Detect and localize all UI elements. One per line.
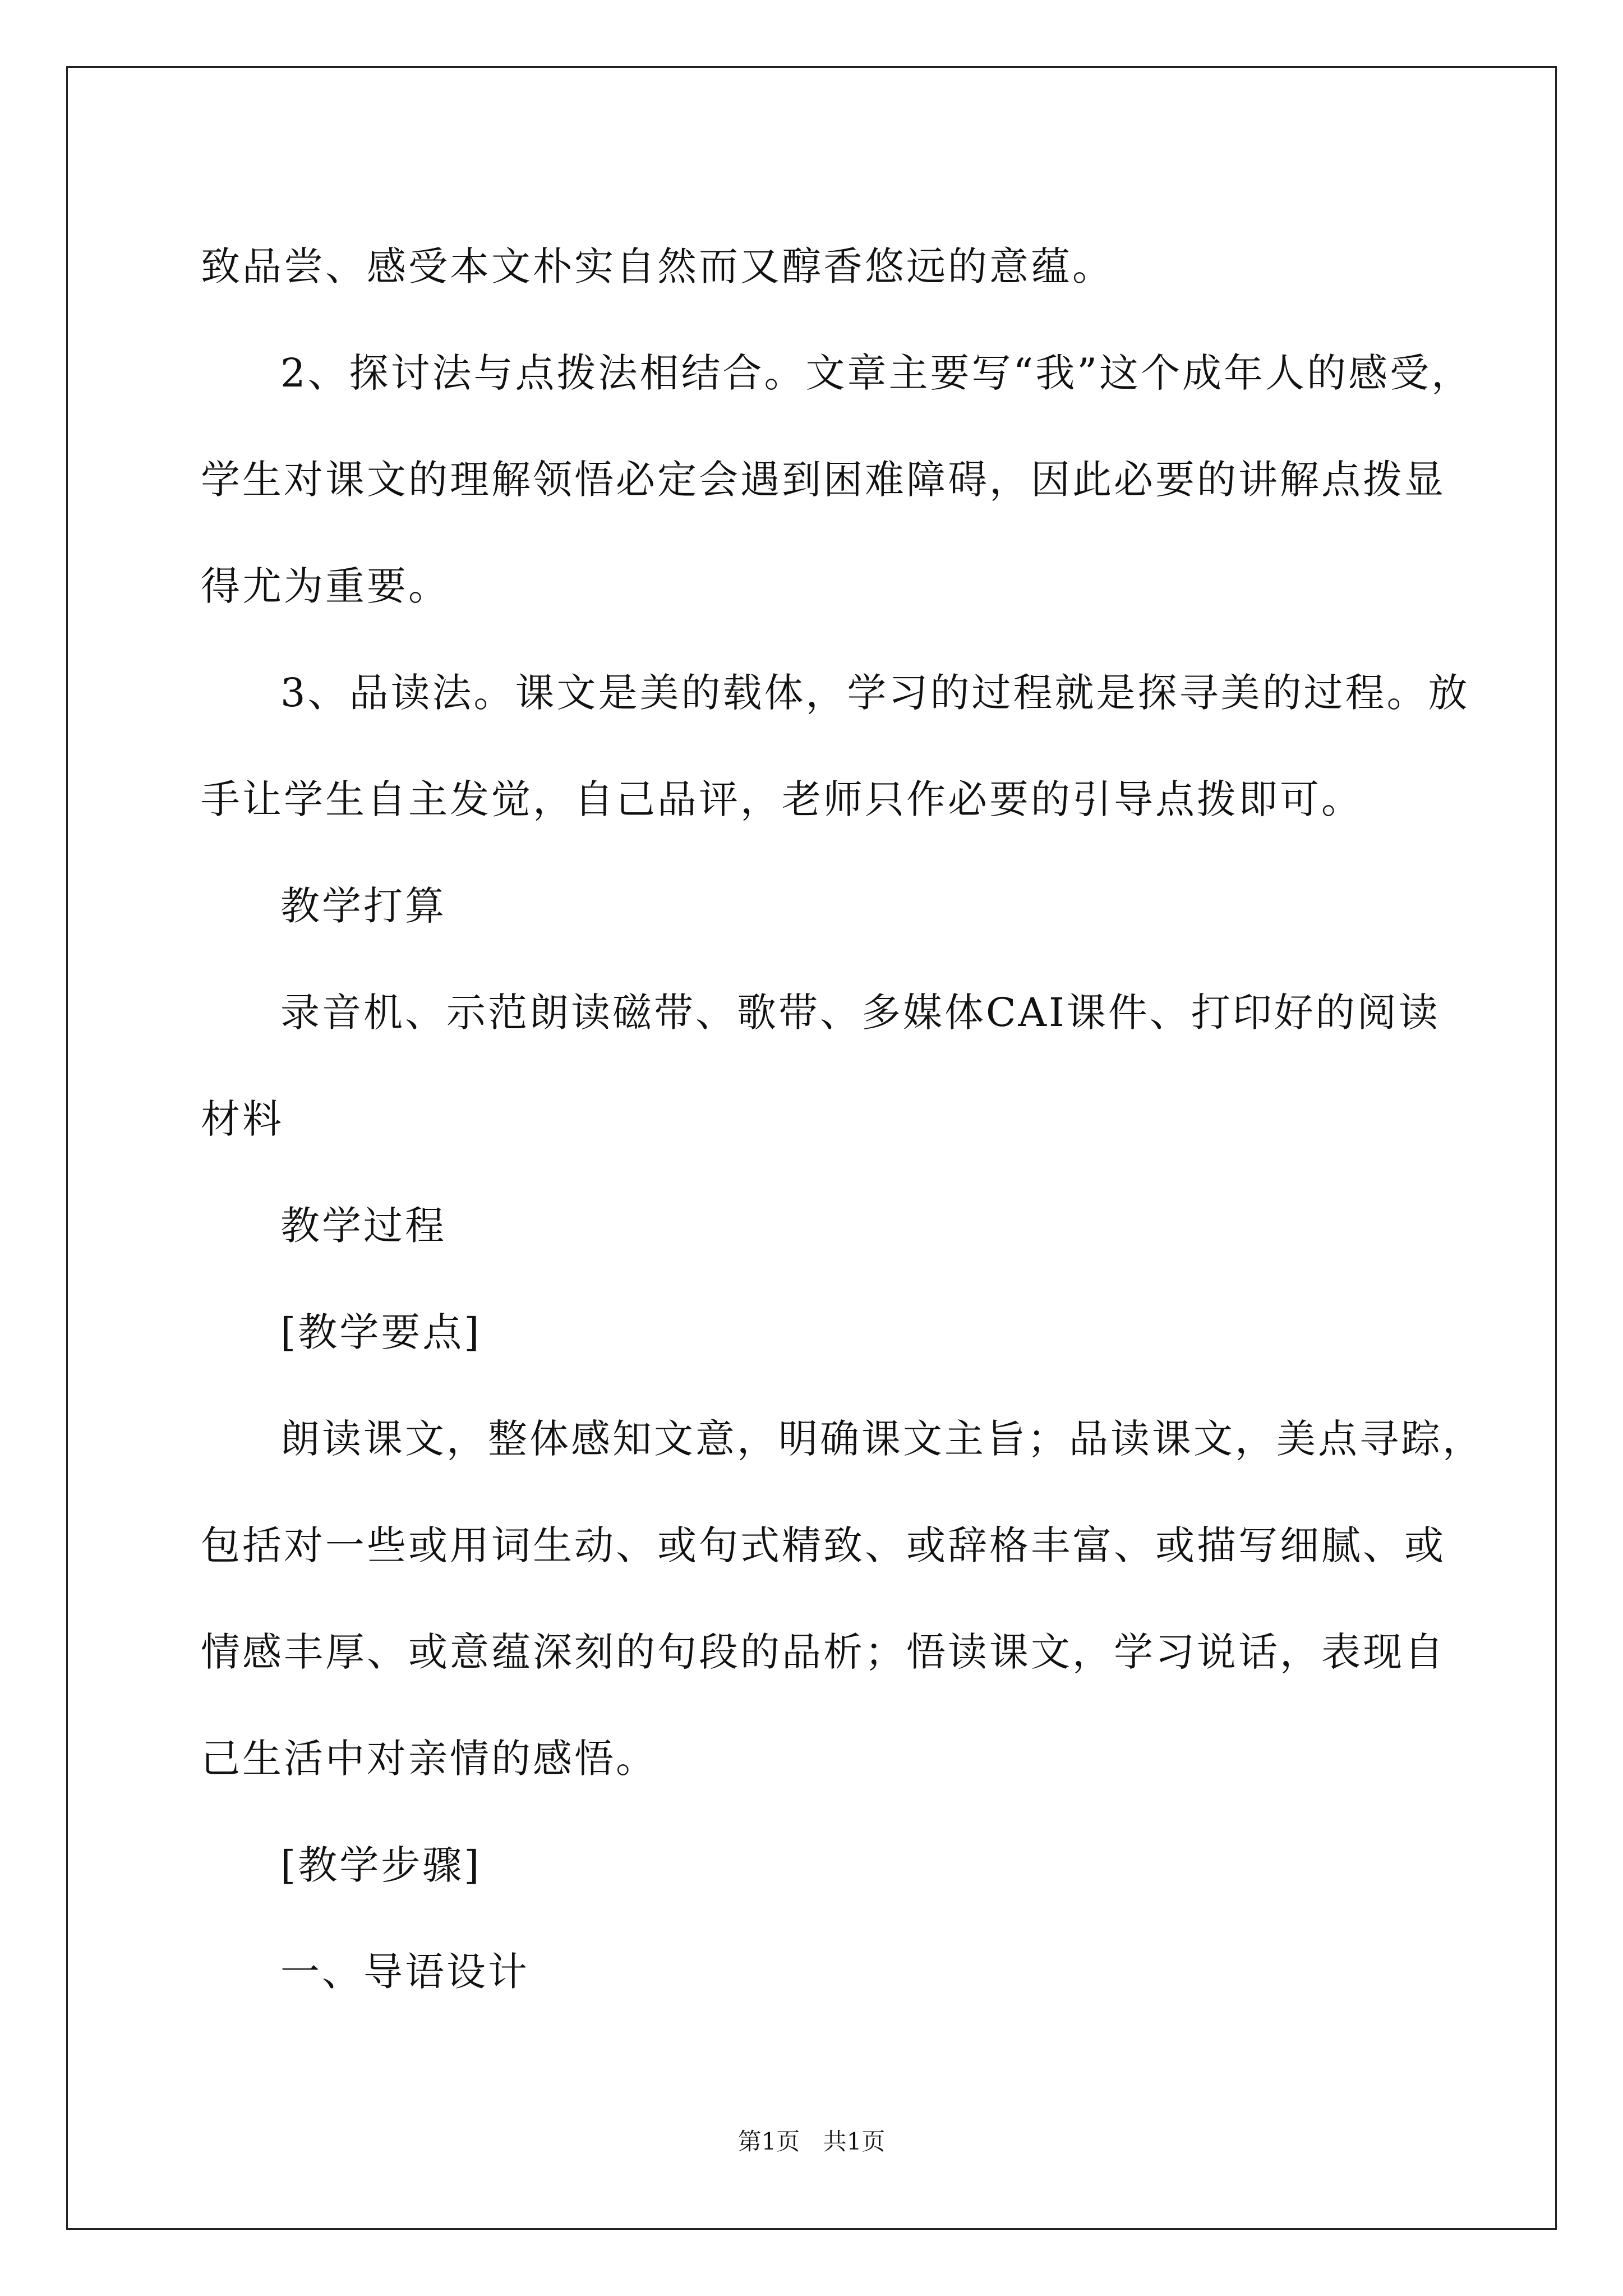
page-number: 第1页 — [737, 2128, 800, 2155]
section-heading: [教学步骤] — [280, 1842, 482, 1888]
section-heading: 一、导语设计 — [280, 1949, 529, 1995]
text-line: 手让学生自主发觉，自己品评，老师只作必要的引导点拨即可。 — [201, 776, 1363, 822]
text-line: 材料 — [201, 1096, 284, 1142]
text-line: 情感丰厚、或意蕴深刻的句段的品析；悟读课文，学习说话，表现自 — [201, 1629, 1446, 1675]
section-heading: 教学打算 — [280, 883, 446, 929]
text-line: 录音机、示范朗读磁带、歌带、多媒体CAI课件、打印好的阅读 — [280, 990, 1440, 1036]
page-total: 共1页 — [823, 2128, 886, 2155]
document-body — [201, 213, 1484, 2025]
section-heading: 教学过程 — [280, 1203, 446, 1249]
page-footer — [0, 2125, 1623, 2159]
text-line: 致品尝、感受本文朴实自然而又醇香悠远的意蕴。 — [201, 243, 1114, 289]
text-line: 2、探讨法与点拨法相结合。文章主要写“我”这个成年人的感受， — [280, 350, 1473, 396]
text-line: 学生对课文的理解领悟必定会遇到困难障碍，因此必要的讲解点拨显 — [201, 457, 1446, 503]
section-heading: [教学要点] — [280, 1309, 482, 1355]
text-line: 己生活中对亲情的感悟。 — [201, 1736, 657, 1782]
text-line: 3、品读法。课文是美的载体，学习的过程就是探寻美的过程。放 — [280, 670, 1470, 716]
text-line: 包括对一些或用词生动、或句式精致、或辞格丰富、或描写细腻、或 — [201, 1522, 1446, 1568]
text-line: 朗读课文，整体感知文意，明确课文主旨；品读课文，美点寻踪， — [280, 1416, 1484, 1462]
text-line: 得尤为重要。 — [201, 563, 450, 609]
